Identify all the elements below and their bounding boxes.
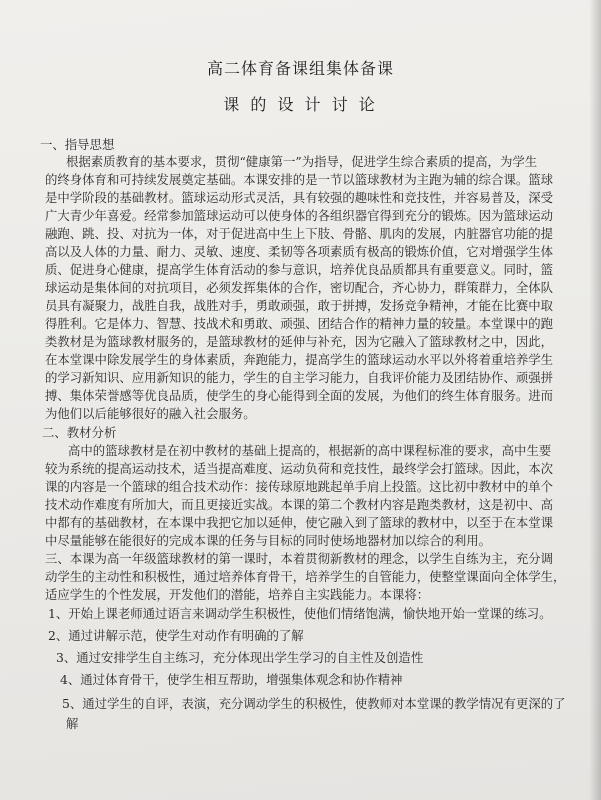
- list-item-5-continued: 解: [66, 716, 79, 731]
- text-line: 适应学生的个性发展，开发他们的潜能，培养自主实践能力。本课将：: [45, 587, 430, 602]
- list-item-1: 1、开始上课老师通过语言来调动学生积极性，使他们情绪饱满，愉快地开始一堂课的练习。: [48, 606, 552, 621]
- list-item-3: 3、通过安排学生自主练习，充分体现出学生学习的自主性及创造性: [56, 650, 424, 665]
- text-line: 质、促进身心健康，提高学生体育活动的参与意识，培养优良品质都具有重要意义。同时，篮: [45, 262, 554, 277]
- list-item-4: 4、通过体育骨干，使学生相互帮助，增强集体观念和协作精神: [60, 672, 403, 687]
- text-line: 的终身体育和可持续发展奠定基础。本课安排的是一节以篮球教材为主跑为辅的综合课。篮球: [45, 172, 554, 187]
- text-line: 广大青少年喜爱。经常参加篮球运动可以使身体的各组织器官得到充分的锻炼。因为篮球运动: [45, 208, 554, 223]
- document-subtitle: 课 的 设 计 讨 论: [223, 95, 378, 114]
- text-line: 得胜利。它是体力、智慧、技战术和勇敢、顽强、团结合作的精神力量的较量。本堂课中的跑: [45, 316, 554, 331]
- text-line: 中都有的基础教材，在本课中我把它加以延伸，使它融入到了篮球的教材中，以至于在本堂课: [45, 515, 554, 530]
- text-line: 是中学阶段的基础教材。篮球运动形式灵活，具有较强的趣味性和竞技性，并容易普及，深受: [45, 190, 554, 205]
- text-line: 较为系统的提高运动技术，适当提高难度、运动负荷和竞技性，最终学会打篮球。因此，本次: [45, 461, 554, 476]
- text-line: 技术动作难度有所加大，而且更接近实战。本课的第二个教材内容是跑类教材，这是初中、高: [45, 497, 554, 512]
- text-line: 根据素质教育的基本要求，贯彻“健康第一”为指导，促进学生综合素质的提高，为学生: [66, 154, 538, 169]
- text-line: 课的内容是一个篮球的组合技术动作：接传球原地跳起单手肩上投篮。这比初中教材中的单个: [45, 479, 554, 494]
- text-line: 融跑、跳、投、对抗为一体，对于促进高中生上下肢、骨骼、肌肉的发展，内脏器官功能的提: [45, 226, 554, 241]
- text-line: 的学习新知识、应用新知识的能力，学生的自主学习能力，自我评价能力及团结协作、顽强拼: [45, 370, 554, 385]
- section-heading-1: 一、指导思想: [40, 137, 115, 152]
- section-heading-2: 二、教材分析: [42, 425, 117, 440]
- page-shadow: [589, 0, 601, 800]
- text-line: 中尽量能够在能很好的完成本课的任务与目标的同时使场地器材加以综合的利用。: [45, 533, 492, 548]
- text-line: 在本堂课中除发展学生的身体素质，奔跑能力，提高学生的篮球运动水平以外将着重培养学生: [45, 352, 554, 367]
- text-line: 高以及人体的力量、耐力、灵敏、速度、柔韧等各项素质有极高的锻炼价值，它对增强学生体: [45, 244, 554, 259]
- text-line: 球运动是集体间的对抗项目，必须发挥集体的合作，密切配合，齐心协力，群策群力，全体队: [45, 280, 554, 295]
- text-line: 搏、集体荣誉感等优良品质，使学生的身心能得到全面的发展，为他们的终生体育服务。进而: [45, 388, 554, 403]
- text-line: 高中的篮球教材是在初中教材的基础上提高的，根据新的高中课程标准的要求，高中生要: [68, 443, 552, 458]
- document-title: 高二体育备课组集体备课: [206, 59, 394, 78]
- list-item-2: 2、通过讲解示范，使学生对动作有明确的了解: [48, 628, 304, 643]
- section-heading-3: 三、本课为高一年级篮球教材的第一课时，本着贯彻新教材的理念，以学生自练为主，充分调: [45, 551, 554, 566]
- text-line: 动学生的主动性和积极性，通过培养体育骨干，培养学生的自管能力，使整堂课面向全体学生，: [45, 569, 566, 584]
- text-line: 员具有凝聚力，战胜自我，战胜对手，勇敢顽强，敢于拼搏，发扬竞争精神，才能在比赛中取: [45, 298, 554, 313]
- list-item-5: 5、通过学生的自评，表演，充分调动学生的积极性，使教师对本堂课的教学情况有更深的了: [62, 696, 566, 711]
- text-line: 为他们以后能够很好的融入社会服务。: [45, 406, 256, 421]
- text-line: 类教材是为篮球教材服务的，是篮球教材的延伸与补充，因为它融入了篮球教材之中，因此，: [45, 334, 554, 349]
